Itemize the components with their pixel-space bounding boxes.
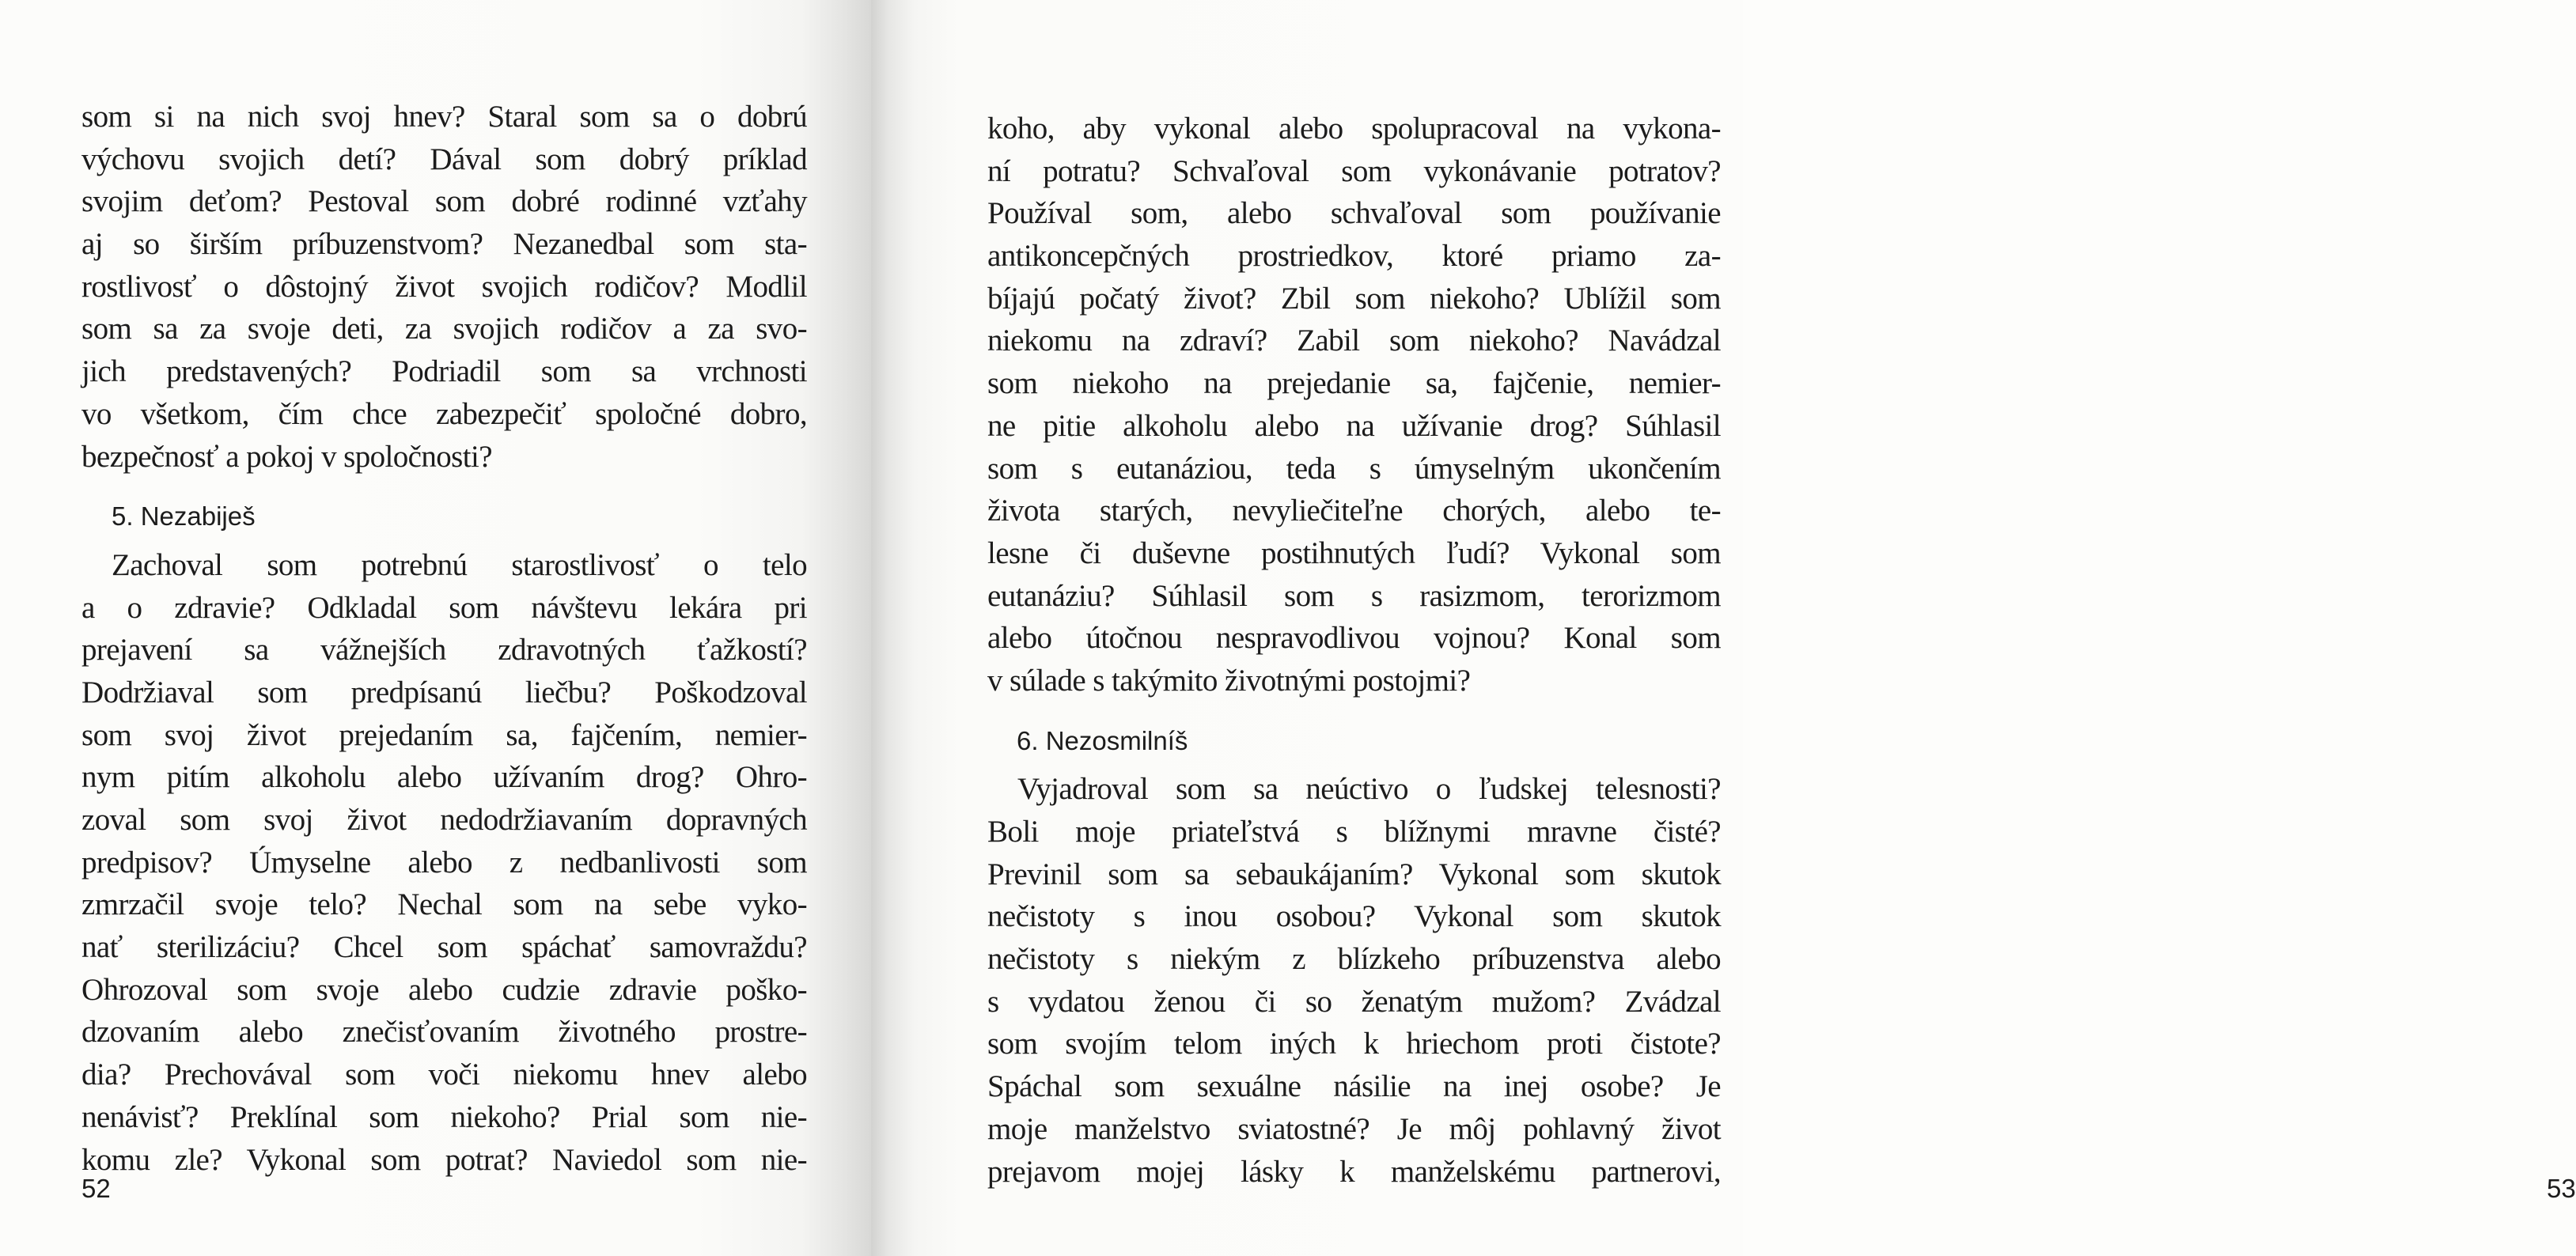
text-line: dzovaním alebo znečisťovaním životného prostre- <box>81 1015 807 1050</box>
text-line: som svojím telom iných k hriechom proti čistote? <box>987 1027 1721 1061</box>
text-line: nečistoty s inou osobou? Vykonal som skutok <box>987 899 1721 934</box>
text-line: som si na nich svoj hnev? Staral som sa o dobrú <box>81 100 807 134</box>
left-page-text <box>81 96 807 1181</box>
text-line: Ohrozoval som svoje alebo cudzie zdravie poško- <box>81 972 807 1007</box>
section-heading: 5. Nezabiješ <box>112 501 256 532</box>
text-line: Spáchal som sexuálne násilie na inej osobe? Je <box>987 1069 1721 1104</box>
section-heading: 6. Nezosmilníš <box>1017 725 1188 755</box>
page-number: 53 <box>2547 1174 2576 1203</box>
text-line: nym pitím alkoholu alebo užívaním drog? Ohro- <box>81 760 807 795</box>
text-line: prejavení sa vážnejších zdravotných ťažkostí? <box>81 633 807 668</box>
text-line: dia? Prechovával som voči niekomu hnev alebo <box>81 1057 807 1092</box>
text-line: nať sterilizáciu? Chcel som spáchať samovraždu? <box>81 930 807 965</box>
text-line: som niekoho na prejedanie sa, fajčenie, nemier- <box>987 366 1721 401</box>
text-line: ní potratu? Schvaľoval som vykonávanie potratov? <box>987 153 1721 188</box>
text-line: antikoncepčných prostriedkov, ktoré priamo za- <box>987 239 1721 274</box>
text-line: lesne či duševne postihnutých ľudí? Vykonal som <box>987 535 1721 570</box>
text-line: Vyjadroval som sa neúctivo o ľudskej telesnosti? <box>1017 772 1721 807</box>
right-page <box>871 0 2576 1256</box>
text-line: bíjajú počatý život? Zbil som niekoho? Ublížil som <box>987 281 1721 316</box>
right-page-text <box>987 108 1721 1193</box>
text-line: života starých, nevyliečiteľne chorých, alebo te- <box>987 494 1721 528</box>
text-line: výchovu svojich detí? Dával som dobrý príklad <box>81 142 807 176</box>
text-line: zmrzačil svoje telo? Nechal som na sebe vyko- <box>81 887 807 922</box>
text-line: v súlade s takýmito životnými postojmi? <box>987 663 1471 698</box>
text-line: vo všetkom, čím chce zabezpečiť spoločné dobro, <box>81 396 807 431</box>
text-line: nečistoty s niekým z blízkeho príbuzenstva alebo <box>987 942 1721 977</box>
text-line: alebo útočnou nespravodlivou vojnou? Konal som <box>987 621 1721 656</box>
text-line: komu zle? Vykonal som potrat? Naviedol som nie- <box>81 1142 807 1177</box>
text-line: svojim deťom? Pestoval som dobré rodinné vzťahy <box>81 184 807 219</box>
text-line: jich predstavených? Podriadil som sa vrchnosti <box>81 354 807 389</box>
text-line: rostlivosť o dôstojný život svojich rodičov? Modlil <box>81 269 807 304</box>
text-line: aj so širším príbuzenstvom? Nezanedbal som sta- <box>81 227 807 262</box>
text-line: Boli moje priateľstvá s blížnymi mravne čisté? <box>987 815 1721 849</box>
text-line: som sa za svoje deti, za svojich rodičov a za svo- <box>81 312 807 346</box>
text-line: Dodržiaval som predpísanú liečbu? Poškodzoval <box>81 675 807 709</box>
text-line: eutanáziu? Súhlasil som s rasizmom, terorizmom <box>987 578 1721 613</box>
text-line: Previnil som sa sebaukájaním? Vykonal som skutok <box>987 857 1721 891</box>
text-line: s vydatou ženou či so ženatým mužom? Zvádzal <box>987 984 1721 1019</box>
right-paragraph-bottom <box>987 768 1721 1193</box>
left-page <box>0 0 871 1256</box>
text-line: koho, aby vykonal alebo spolupracoval na vykona- <box>987 112 1721 146</box>
text-line: zoval som svoj život nedodržiavaním dopravných <box>81 803 807 837</box>
text-line: som svoj život prejedaním sa, fajčením, nemier- <box>81 717 807 752</box>
text-line: nenávisť? Preklínal som niekoho? Prial som nie- <box>81 1099 807 1134</box>
text-line: som s eutanáziou, teda s úmyselným ukončením <box>987 451 1721 486</box>
text-line: Používal som, alebo schvaľoval som používanie <box>987 196 1721 231</box>
page-number: 52 <box>81 1174 111 1203</box>
text-line: prejavom mojej lásky k manželskému partnerovi, <box>987 1154 1721 1189</box>
left-paragraph-top <box>81 96 807 478</box>
right-paragraph-top <box>987 108 1721 702</box>
text-line: predpisov? Úmyselne alebo z nedbanlivosti som <box>81 845 807 880</box>
text-line: moje manželstvo sviatostné? Je môj pohlavný život <box>987 1111 1721 1146</box>
text-line: ne pitie alkoholu alebo na užívanie drog? Súhlasil <box>987 408 1721 443</box>
text-line: a o zdravie? Odkladal som návštevu lekára pri <box>81 590 807 625</box>
left-paragraph-bottom <box>81 544 807 1181</box>
text-line: niekomu na zdraví? Zabil som niekoho? Navádzal <box>987 323 1721 358</box>
text-line: Zachoval som potrebnú starostlivosť o telo <box>112 547 807 582</box>
text-line: bezpečnosť a pokoj v spoločnosti? <box>81 439 492 474</box>
